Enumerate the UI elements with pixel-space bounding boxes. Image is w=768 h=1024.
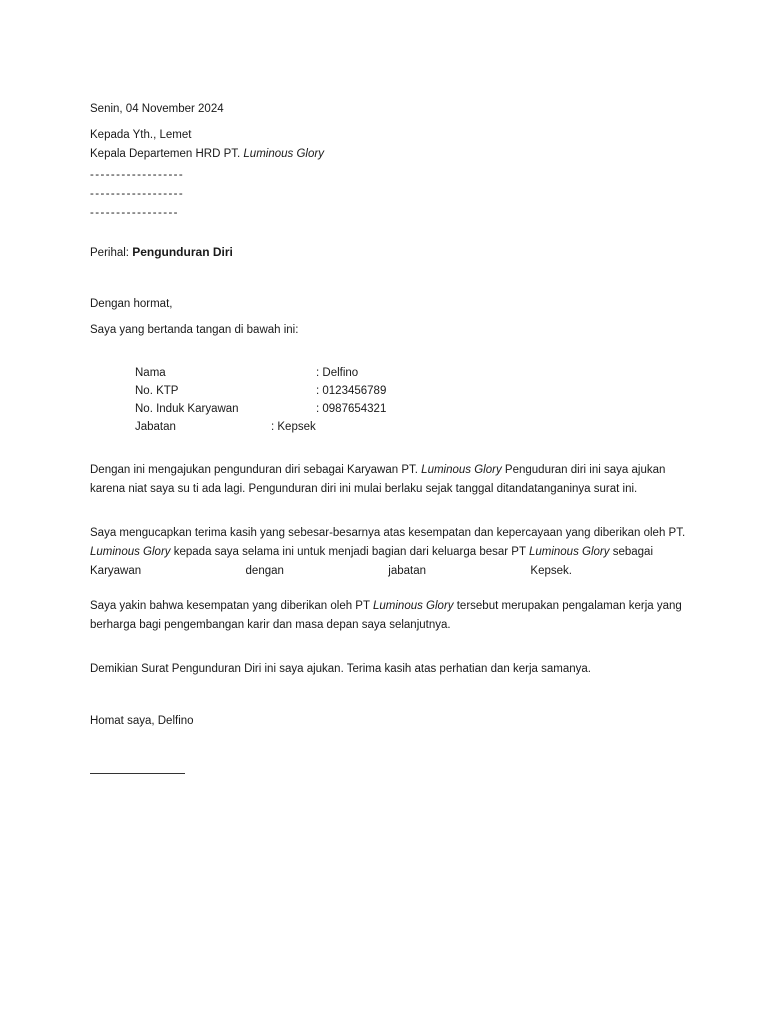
field-label-nama: Nama	[135, 367, 166, 379]
p3-text-b: tersebut merupakan pengalaman kerja yang	[453, 600, 682, 612]
signature-line	[90, 773, 185, 774]
letter-date: Senin, 04 November 2024	[90, 103, 224, 115]
p3-company: Luminous Glory	[373, 600, 454, 612]
paragraph-2-line-2	[90, 543, 679, 562]
p2-company-1: Luminous Glory	[90, 546, 171, 558]
field-label-nik: No. Induk Karyawan	[135, 403, 239, 415]
paragraph-2-line-1	[90, 524, 686, 543]
field-value-nik: : 0987654321	[316, 403, 387, 415]
address-placeholder-3: -----------------	[90, 207, 179, 219]
subject-line	[90, 243, 233, 262]
address-placeholder-1: ------------------	[90, 169, 185, 181]
p2-word-1: Karyawan	[90, 565, 142, 577]
p1-text-b: Penguduran diri ini saya ajukan	[501, 464, 666, 476]
recipient-line: Kepada Yth., Lemet	[90, 129, 192, 141]
p2-word-3: jabatan	[388, 565, 427, 577]
p2-word-2: dengan	[245, 565, 284, 577]
address-placeholder-2: ------------------	[90, 188, 185, 200]
paragraph-4: Demikian Surat Pengunduran Diri ini saya ajukan. Terima kasih atas perhatian dan kerja samanya.	[90, 663, 591, 675]
paragraph-3-line-1	[90, 597, 682, 616]
paragraph-1-line-1	[90, 461, 679, 480]
paragraph-1-line-2	[90, 480, 679, 499]
paragraph-3	[90, 597, 682, 635]
paragraph-1	[90, 461, 679, 499]
p2-line-1-text: Saya mengucapkan terima kasih yang sebesar-besarnya atas kesempatan dan kepercayaan yang diberikan oleh PT.	[90, 527, 686, 539]
department-prefix: Kepala Departemen HRD PT.	[90, 148, 244, 160]
subject-text: Pengunduran Diri	[132, 245, 233, 259]
p3-text-a: Saya yakin bahwa kesempatan yang diberikan oleh PT	[90, 600, 373, 612]
subject-label: Perihal:	[90, 247, 133, 259]
paragraph-3-line-2: berharga bagi pengembangan karir dan masa depan saya selanjutnya.	[90, 619, 451, 631]
department-line	[90, 145, 324, 163]
intro-text: Saya yang bertanda tangan di bawah ini:	[90, 324, 299, 336]
paragraph-2-line-3	[90, 562, 679, 581]
p2-text-b: kepada saya selama ini untuk menjadi bagian dari keluarga besar PT	[170, 546, 529, 558]
p1-company: Luminous Glory	[421, 464, 502, 476]
p2-company-2: Luminous Glory	[528, 546, 610, 558]
field-label-ktp: No. KTP	[135, 385, 179, 397]
field-label-jabatan: Jabatan	[135, 421, 176, 433]
p1-line-2-text: karena niat saya su ti ada lagi. Pengunduran diri ini mulai berlaku sejak tanggal ditandatanganinya surat ini.	[90, 483, 638, 495]
salutation: Dengan hormat,	[90, 298, 173, 310]
field-value-ktp: : 0123456789	[316, 385, 387, 397]
p2-text-c: sebagai	[609, 546, 653, 558]
field-value-jabatan: : Kepsek	[271, 421, 316, 433]
paragraph-2	[90, 524, 686, 581]
p2-word-4: Kepsek.	[530, 565, 572, 577]
company-name: Luminous Glory	[243, 148, 324, 160]
p1-text-a: Dengan ini mengajukan pengunduran diri sebagai Karyawan PT.	[90, 464, 422, 476]
closing-text: Homat saya, Delfino	[90, 715, 194, 727]
field-value-nama: : Delfino	[316, 367, 359, 379]
